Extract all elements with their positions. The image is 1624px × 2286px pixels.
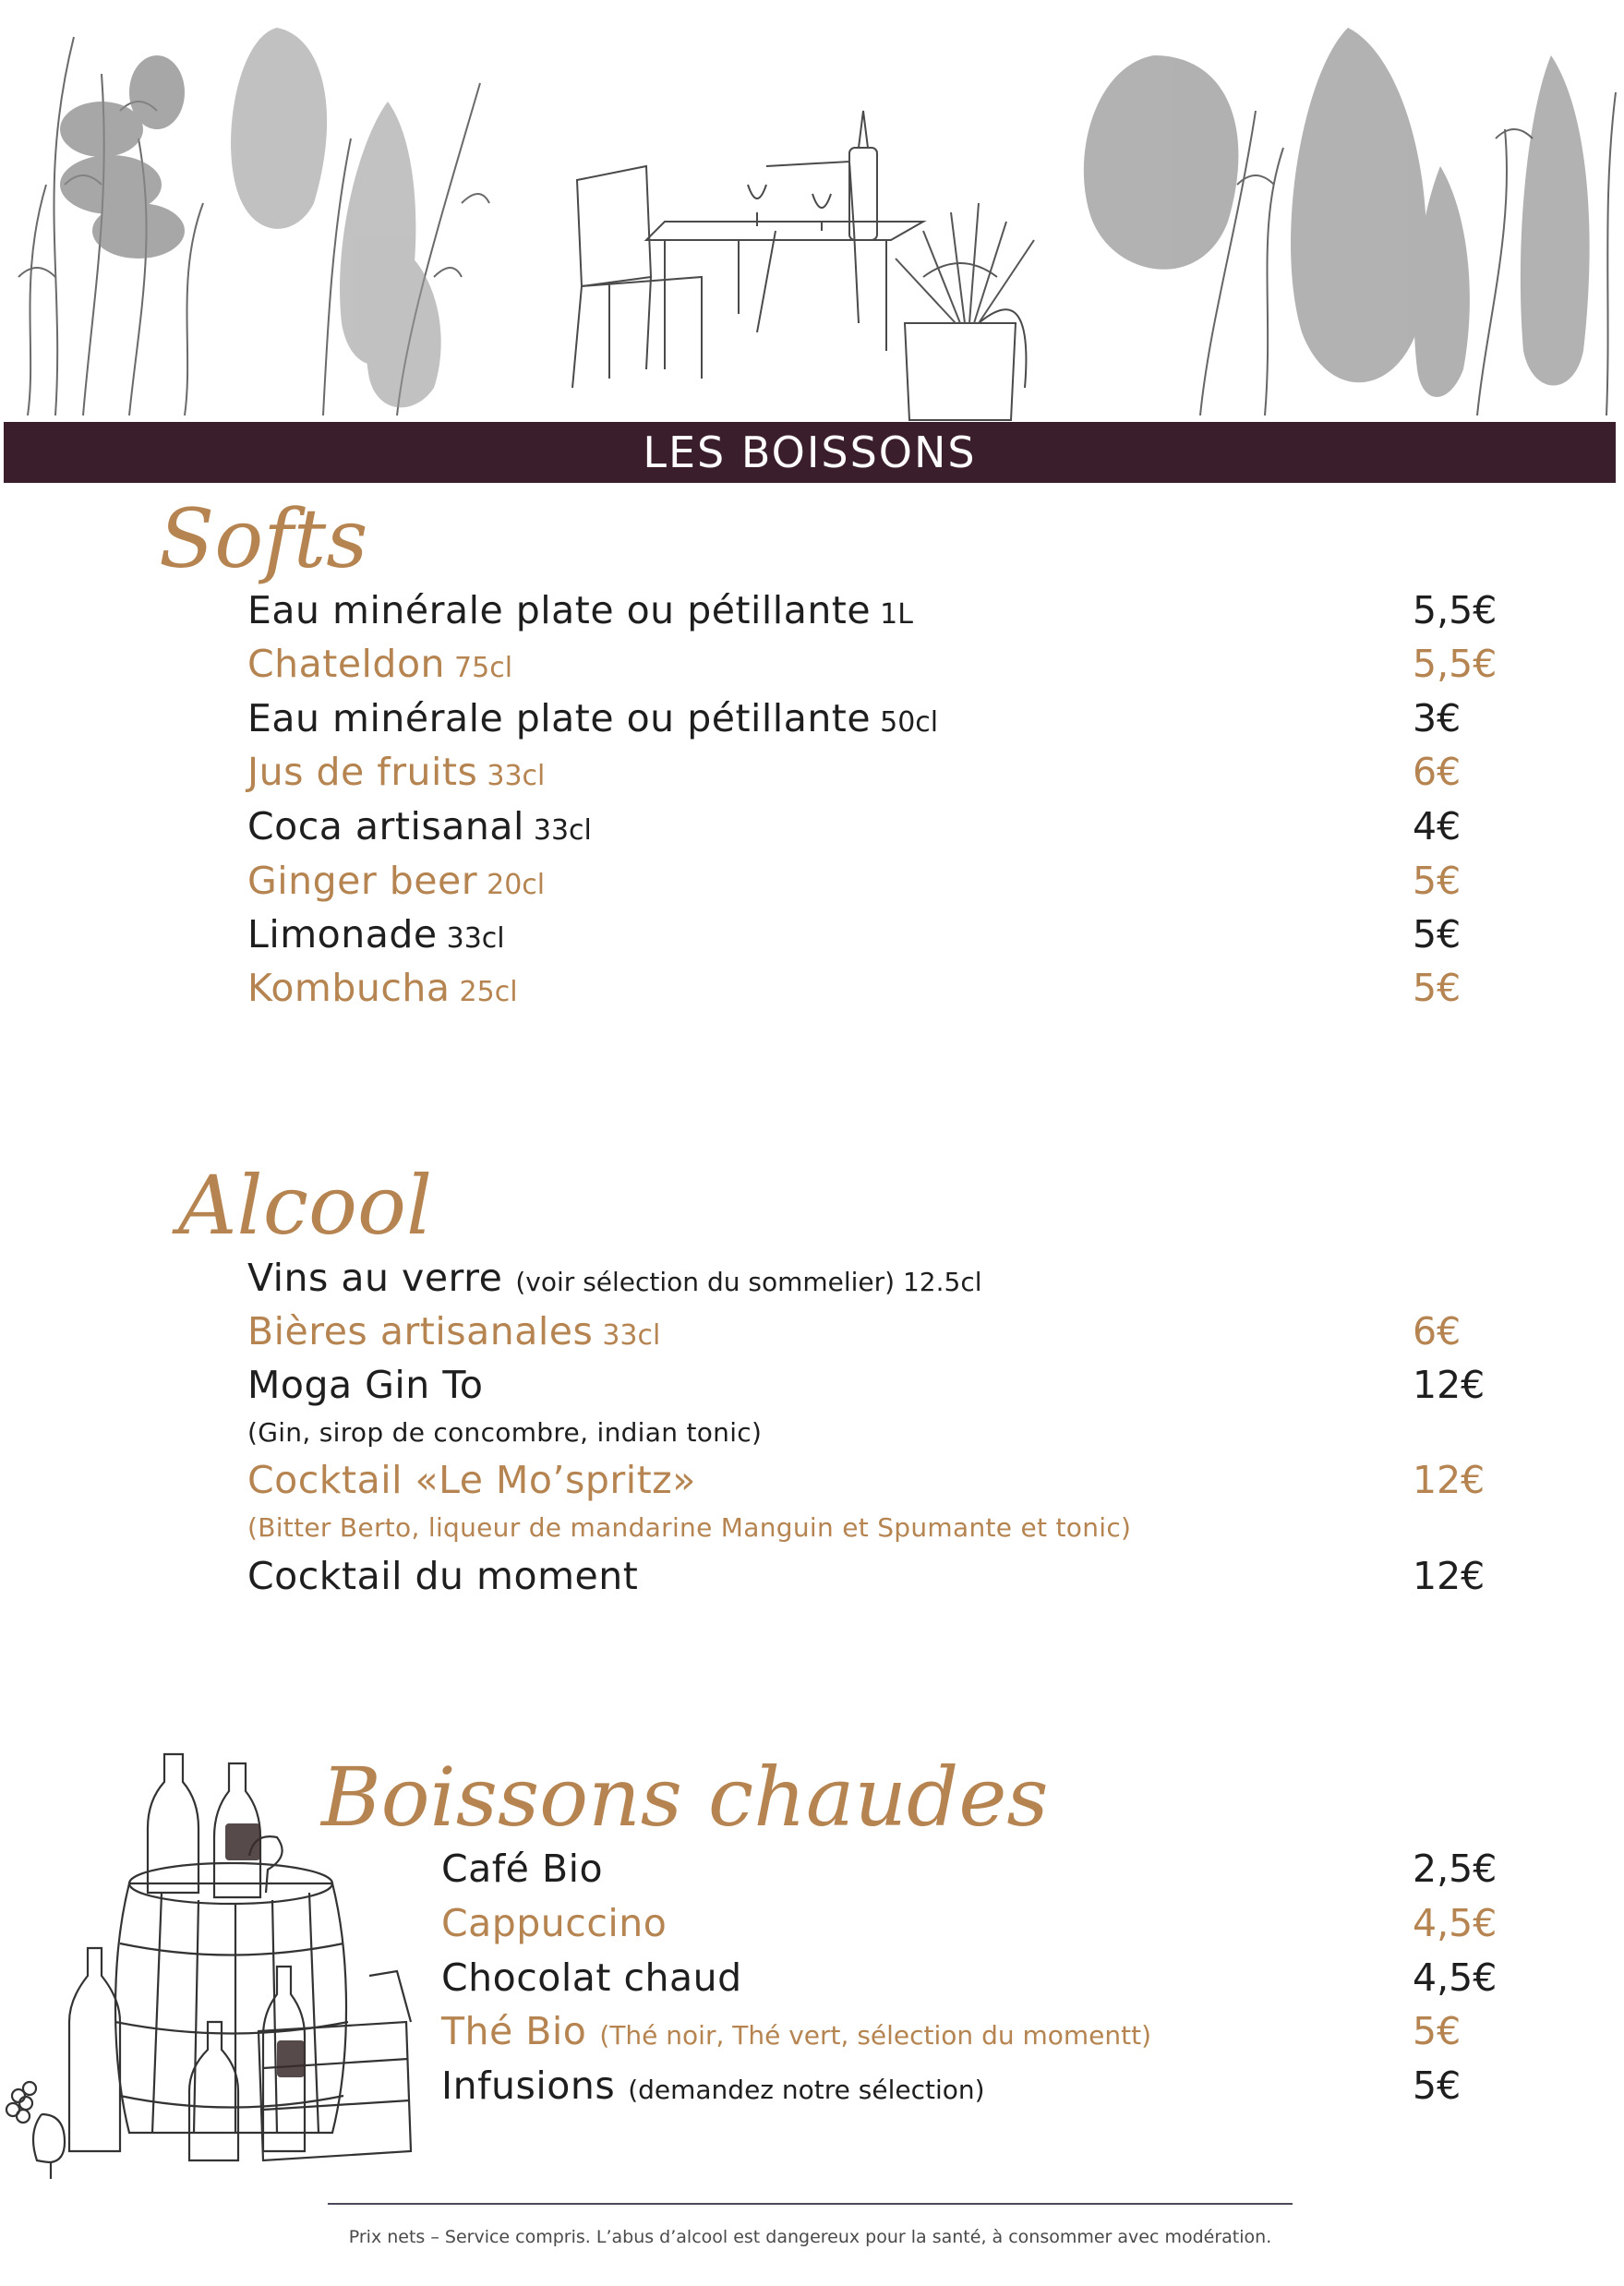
menu-item	[247, 1256, 982, 1307]
footer-legal-note: Prix nets – Service compris. L’abus d’alcool est dangereux pour la santé, à consommer avec modération.	[348, 2227, 1272, 2247]
item-volume: 33cl	[446, 922, 505, 955]
menu-item	[247, 1458, 696, 1510]
item-name: Cappuccino	[441, 1901, 668, 1945]
menu-item	[247, 642, 512, 693]
menu-item	[247, 588, 913, 640]
item-price: 5€	[1413, 2063, 1462, 2108]
menu-item	[247, 859, 545, 910]
item-name: Coca artisanal	[247, 804, 524, 848]
item-name: Cocktail «Le Mo’spritz»	[247, 1458, 696, 1502]
item-price: 4,5€	[1413, 1955, 1498, 2000]
section-title-softs: Softs	[159, 491, 368, 586]
item-price: 12€	[1413, 1458, 1486, 1502]
item-volume: 1L	[880, 598, 913, 631]
item-name: Thé Bio	[441, 2009, 587, 2053]
item-volume: 75cl	[454, 652, 513, 684]
item-price: 6€	[1413, 1309, 1462, 1354]
item-price: 4,5€	[1413, 1901, 1498, 1945]
item-note: (demandez notre sélection)	[628, 2075, 985, 2105]
item-volume: 20cl	[487, 869, 546, 901]
item-price: 5€	[1413, 859, 1462, 903]
menu-item	[441, 1847, 603, 1898]
menu-item	[247, 1554, 638, 1606]
item-name: Vins au verre	[247, 1256, 503, 1300]
item-price: 2,5€	[1413, 1847, 1498, 1891]
menu-item	[247, 696, 938, 748]
item-name: Eau minérale plate ou pétillante	[247, 696, 872, 740]
item-name: Jus de fruits	[247, 750, 478, 794]
menu-item	[247, 1363, 483, 1414]
item-name: Moga Gin To	[247, 1363, 484, 1407]
menu-item	[441, 1955, 742, 2007]
item-volume: 33cl	[602, 1319, 661, 1352]
item-price: 5,5€	[1413, 642, 1498, 686]
item-description: (Bitter Berto, liqueur de mandarine Manguin et Spumante et tonic)	[247, 1512, 1132, 1543]
menu-item	[247, 750, 545, 801]
item-name: Chocolat chaud	[441, 1955, 742, 2000]
item-note: (Thé noir, Thé vert, sélection du momentt)	[599, 2020, 1152, 2051]
section-title-boissons-chaudes: Boissons chaudes	[321, 1750, 1049, 1845]
garden-terrace-illustration	[0, 0, 1624, 425]
item-price: 4€	[1413, 804, 1462, 848]
item-price: 3€	[1413, 696, 1462, 740]
wine-barrel-illustration	[0, 1745, 415, 2179]
menu-item	[247, 804, 592, 856]
item-price: 5€	[1413, 2009, 1462, 2053]
item-volume: 25cl	[459, 976, 518, 1008]
item-name: Limonade	[247, 912, 438, 957]
item-price: 12€	[1413, 1363, 1486, 1407]
menu-title: LES BOISSONS	[643, 427, 977, 477]
item-price: 5,5€	[1413, 588, 1498, 632]
item-price: 5€	[1413, 966, 1462, 1010]
item-volume: 50cl	[880, 706, 939, 739]
item-name: Chateldon	[247, 642, 446, 686]
item-description: (Gin, sirop de concombre, indian tonic)	[247, 1417, 763, 1448]
menu-item	[441, 2063, 985, 2115]
item-volume: 33cl	[533, 814, 592, 847]
item-name: Café Bio	[441, 1847, 604, 1891]
menu-title-band	[4, 422, 1616, 483]
item-volume: 33cl	[487, 760, 546, 792]
menu-item	[247, 1309, 660, 1361]
item-price: 6€	[1413, 750, 1462, 794]
item-price: 12€	[1413, 1554, 1486, 1598]
menu-item	[247, 912, 505, 964]
item-name: Kombucha	[247, 966, 451, 1010]
menu-item	[247, 966, 518, 1017]
item-note: (voir sélection du sommelier) 12.5cl	[515, 1267, 982, 1297]
footer-divider	[328, 2203, 1293, 2205]
item-name: Bières artisanales	[247, 1309, 594, 1354]
section-title-alcool: Alcool	[178, 1158, 433, 1253]
item-name: Cocktail du moment	[247, 1554, 639, 1598]
item-price: 5€	[1413, 912, 1462, 957]
menu-item	[441, 1901, 667, 1953]
item-name: Eau minérale plate ou pétillante	[247, 588, 872, 632]
menu-item	[441, 2009, 1151, 2061]
item-name: Ginger beer	[247, 859, 478, 903]
item-name: Infusions	[441, 2063, 616, 2108]
